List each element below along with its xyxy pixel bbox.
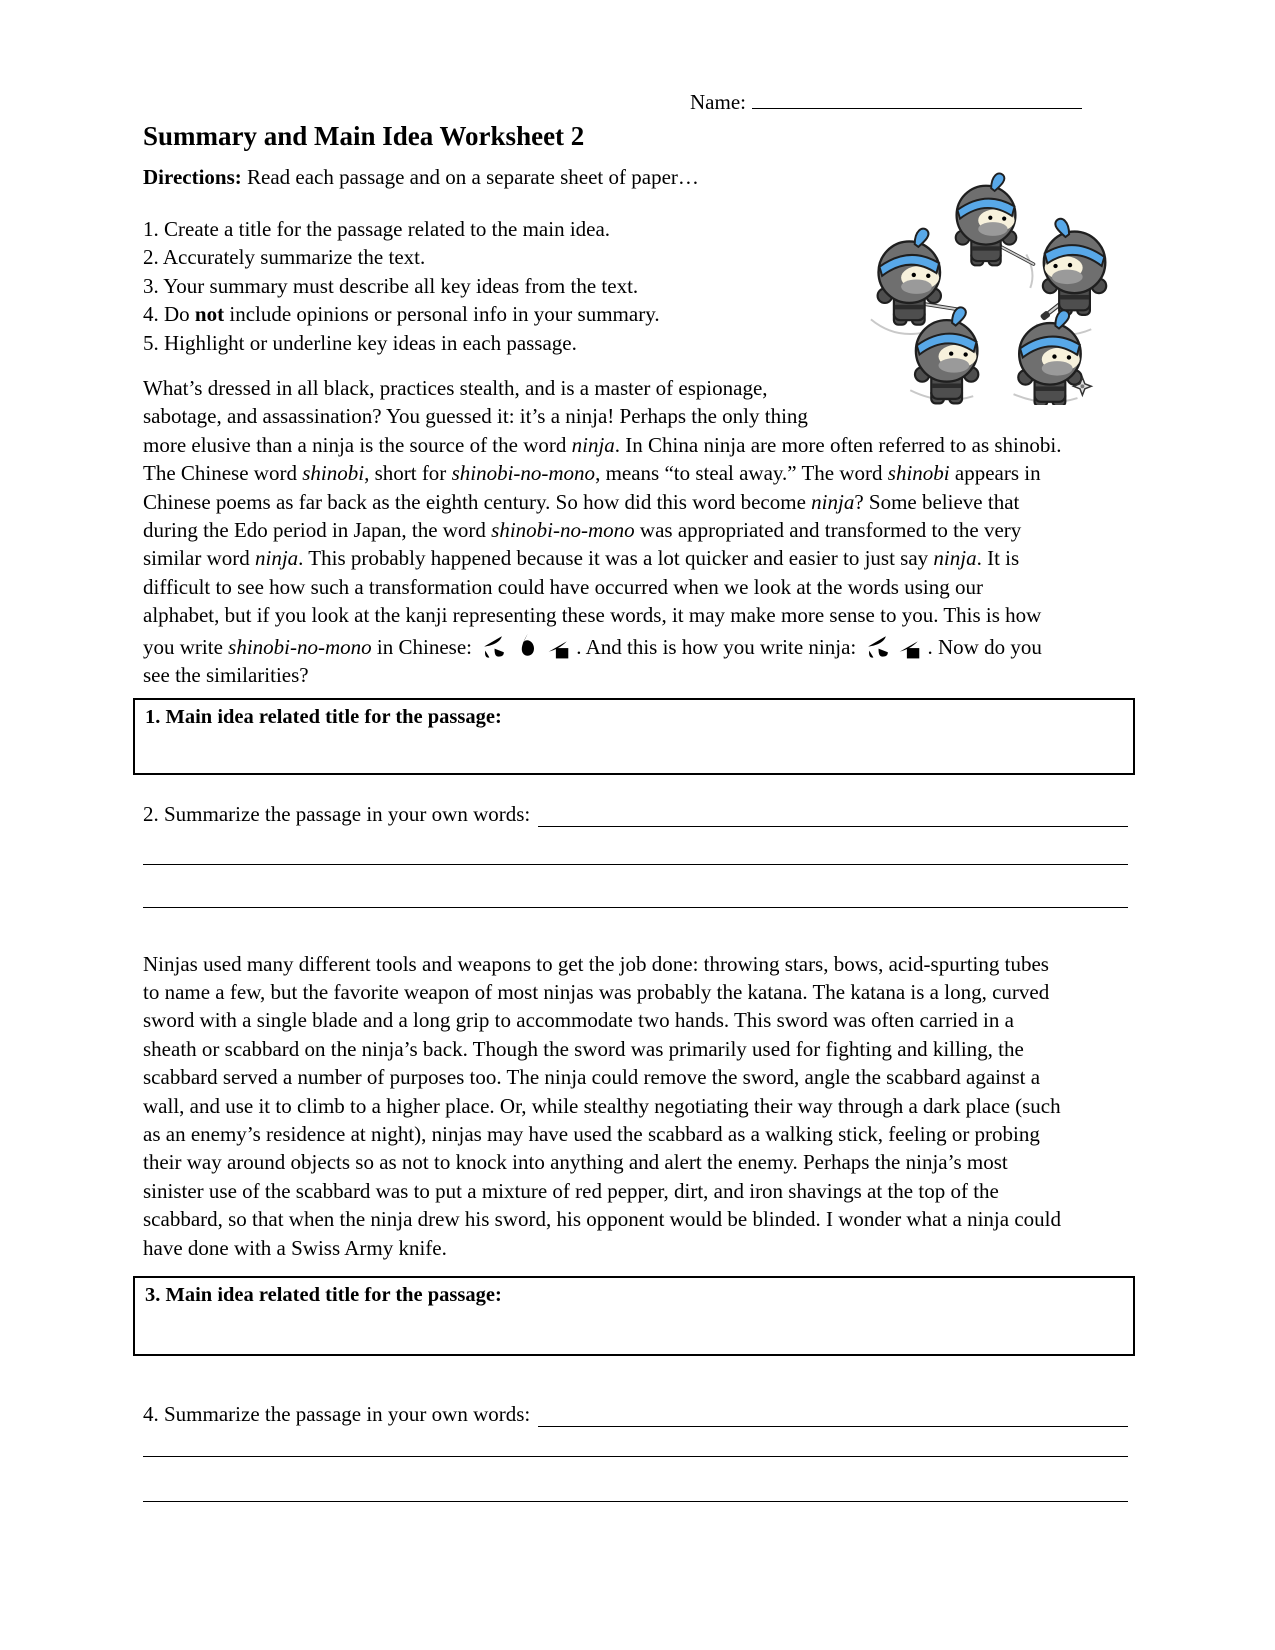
ninja-left (878, 229, 941, 325)
passage-1: What’s dressed in all black, practices stealth, and is a master of espionage, sabotage, and assassination? You guessed it: it’s a ninja! Perhaps the only thing more elusive than a ninja is the source of the word ninja. In China ninja are more often referred to as shinobi. The Chinese word shinobi, short for shinobi-no-mono, means “to steal away.” The word shinobi appears in Chinese poems as far back as the eighth century. So how did this word become ninja? Some believe that during the Edo period in Japan, the word shinobi-no-mono was appropriated and transformed to the very similar word ninja. This probably happened because it was a lot quicker and easier to just say ninja. It is difficult to see how such a transformation could have occurred when we look at the words using our alphabet, but if you look at the kanji representing these words, it may make more sense to you. This is how you write shinobi-no-mono in Chinese: . And this is how you write ninja: . Now do you see the similarities? (143, 376, 1062, 688)
instruction-item-1: 1. Create a title for the passage related to the main idea. (143, 217, 611, 241)
kanji-glyph-mono (895, 630, 926, 661)
directions-text: Read each passage and on a separate sheet of paper… (241, 165, 699, 189)
question-2-answer-line[interactable] (538, 797, 1128, 827)
title-answer-box-1[interactable] (133, 698, 1135, 775)
passage-2: Ninjas used many different tools and weapons to get the job done: throwing stars, bows, acid-spurting tubes to name a few, but the favorite weapon of most ninjas was probably the katana. The katana is a long, curved sword with a single blade and a long grip to accommodate two hands. This sword was often carried in a sheath or scabbard on the ninja’s back. Though the sword was primarily used for fighting and killing, the scabbard served a number of purposes too. The ninja could remove the sword, angle the scabbard against a wall, and use it to climb to a higher place. Or, while stealthy negotiating their way through a dark place (such as an enemy’s residence at night), ninjas may have used the scabbard as a walking stick, feeling or probing their way around objects so as not to knock into anything and alert the enemy. Perhaps the ninja’s most sinister use of the scabbard was to put a mixture of red pepper, dirt, and iron shavings at the top of the scabbard, so that when the ninja drew his sword, his opponent would be blinded. I wonder what a ninja could have done with a Swiss Army knife. (143, 951, 1061, 1260)
instruction-item-2: 2. Accurately summarize the text. (143, 245, 426, 270)
answer-line[interactable] (143, 864, 1128, 865)
name-label: Name: (690, 90, 746, 114)
name-row (690, 90, 1063, 116)
question-4-row (143, 1398, 1128, 1427)
instruction-item-4: 4. Do not include opinions or personal info in your summary. (143, 302, 660, 327)
answer-box-1-label: 1. Main idea related title for the passage: (145, 705, 502, 728)
question-4-answer-line[interactable] (538, 1397, 1128, 1427)
answer-line[interactable] (143, 1456, 1128, 1457)
instruction-item-3: 3. Your summary must describe all key ideas from the text. (143, 273, 639, 298)
answer-line[interactable] (143, 907, 1128, 908)
ninja-illustration (851, 164, 1121, 405)
kanji-glyph-no (511, 630, 542, 661)
answer-box-3-label: 3. Main idea related title for the passage: (145, 1283, 502, 1306)
ninja-bottom-right (1018, 310, 1081, 405)
question-2-label: 2. Summarize the passage in your own words: (143, 801, 531, 826)
kanji-glyph-mono (544, 630, 575, 661)
question-2-row (143, 798, 1128, 827)
page-title: Summary and Main Idea Worksheet 2 (143, 121, 585, 151)
ninja-right (1043, 219, 1106, 315)
kanji-glyph-nin (478, 630, 509, 661)
directions-label: Directions: (143, 165, 242, 189)
name-input-line[interactable] (752, 90, 1082, 109)
answer-line[interactable] (143, 1501, 1128, 1502)
kanji-glyph-nin (862, 630, 893, 661)
title-answer-box-3[interactable] (133, 1276, 1135, 1356)
five-ninjas-graphic (851, 164, 1121, 405)
instruction-item-5: 5. Highlight or underline key ideas in each passage. (143, 330, 577, 355)
question-4-label: 4. Summarize the passage in your own words: (143, 1401, 531, 1426)
